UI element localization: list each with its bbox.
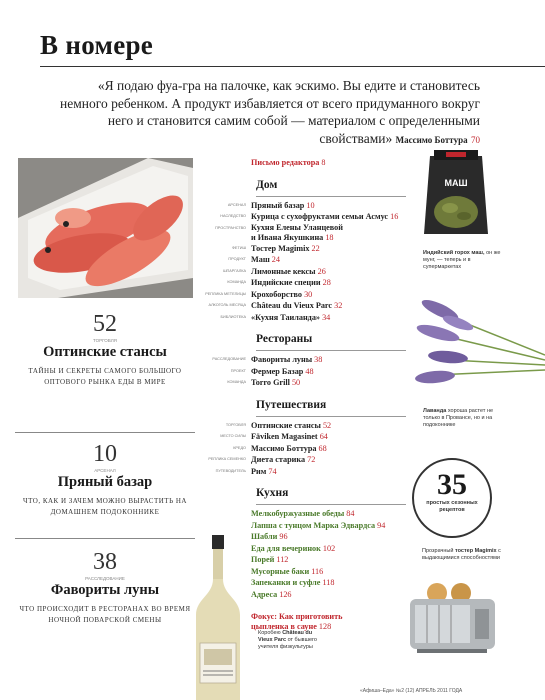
section-kitchen-title: Кухня <box>256 487 289 499</box>
toc-item[interactable]: НАСЛЕДСТВО Курица с сухофруктами семьи Асмус 16 <box>220 212 399 221</box>
title-rule <box>40 66 545 67</box>
toc-item[interactable]: БИБЛИОТЕКА «Кухня Таиланда» 34 <box>220 312 331 322</box>
toc-item[interactable]: РЕПЛИКА СЕМЕНКО Диета старика 72 <box>208 455 316 464</box>
lavender-photo <box>410 285 545 395</box>
badge-text: простых сезонных рецептов <box>426 500 478 513</box>
toc-item[interactable]: Порей 112 <box>251 555 289 564</box>
pull-quote <box>60 77 480 149</box>
quote-page: 70 <box>471 134 480 145</box>
feature-category: АРСЕНАЛ <box>94 468 116 473</box>
toc-item[interactable]: Еда для вечеринок 102 <box>251 543 336 553</box>
wine-bottle-photo <box>188 535 248 700</box>
page-title: В номере <box>40 30 154 60</box>
feature-desc: ЧТО ПРОИСХОДИТ В РЕСТОРАНАХ ВО ВРЕМЯ НОЧНОЙ ПОВАРСКОЙ СМЕНЫ <box>19 605 191 624</box>
toc-item[interactable]: КОМАНДА Индийские специи 28 <box>227 278 331 287</box>
recipes-badge <box>412 458 492 538</box>
wine-caption: Коробею Château du Vieux Parc от бывшего учителя физкультуры <box>258 630 317 650</box>
toc-item[interactable]: ПРОДУКТ Маш 24 <box>228 255 280 264</box>
quote-author: Массимо Боттура <box>395 134 468 145</box>
toaster-caption: Прозрачный тостер Magimix с выдающимися способностями <box>422 548 501 561</box>
toc-item[interactable]: Запеканки и суфле 118 <box>251 578 335 587</box>
feature-desc: ЧТО, КАК И ЗАЧЕМ МОЖНО ВЫРАСТИТЬ НА ДОМАШНЕМ ПОДОКОННИКЕ <box>23 497 187 516</box>
mash-caption: Индийский горох маш, он же мунг, — теперь и в супермаркетах <box>423 250 501 270</box>
toc-item[interactable]: КРЕДО Массимо Боттура 68 <box>233 443 327 453</box>
section-restaurants-title: Рестораны <box>256 333 313 345</box>
feature-number: 52 <box>93 311 117 337</box>
toaster-photo <box>405 575 500 655</box>
feature-divider <box>15 432 195 433</box>
toc-item[interactable]: МЕСТО СИЛЫ Fäviken Magasinet 64 <box>220 432 328 441</box>
feature-2 <box>15 442 195 517</box>
section-divider <box>256 416 406 417</box>
section-divider <box>256 504 406 505</box>
badge-number: 35 <box>437 468 467 501</box>
feature-category: РАССЛЕДОВАНИЕ <box>85 576 125 581</box>
feature-desc: ТАЙНЫ И СЕКРЕТЫ САМОГО БОЛЬШОГО ОПТОВОГО РЫНКА ЕДЫ В МИРЕ <box>28 367 182 386</box>
toc-item[interactable]: Лапша с тунцом Марка Эдвардса 94 <box>251 520 386 530</box>
toc-item[interactable]: ШПАРГАЛКА Лимонные кексы 26 <box>223 266 326 276</box>
section-travel-title: Путешествия <box>256 398 327 411</box>
mash-bag-photo <box>420 150 495 245</box>
toc-item[interactable]: РАССЛЕДОВАНИЕ Фавориты луны 38 <box>212 355 323 364</box>
toc-item[interactable]: ПУТЕВОДИТЕЛЬ Рим 74 <box>215 466 277 476</box>
toc-item[interactable]: Мелкобуржуазные обеды 84 <box>251 509 355 518</box>
toc-item[interactable]: КОМАНДА Torro Grill 50 <box>227 378 301 387</box>
feature-title: Фавориты луны <box>50 582 160 598</box>
page-footer: «Афиша–Еда» №2 (12) АПРЕЛЬ 2011 ГОДА <box>360 688 463 694</box>
lavender-caption: Лаванда хороша растет не только в Провансе, но и на подоконнике <box>423 408 494 428</box>
toc-focus[interactable]: цыпленка в сауне 128 <box>251 622 332 631</box>
bag-label: МАШ <box>444 178 468 188</box>
toc-item[interactable]: и Ивана Якушкина 18 <box>251 232 334 242</box>
feature-number: 10 <box>93 441 117 467</box>
toc-editor-letter[interactable]: Письмо редактора 8 <box>251 158 326 167</box>
section-home-title: Дом <box>256 178 278 191</box>
quote-text: «Я подаю фуа-гра на палочке, как эскимо. Вы едите и становитесь немного ребенком. А продукт избавляется от всего придуманного вокруг него и становится самим собой — материалом с определенными свойствами» <box>60 78 480 146</box>
toc-item[interactable]: АРСЕНАЛ Пряный базар 10 <box>227 200 315 210</box>
toc-item[interactable]: ПРОЕКТ Фермер Базар 48 <box>230 366 314 376</box>
feature-3 <box>15 550 195 625</box>
fish-photo <box>18 158 193 298</box>
section-divider <box>256 350 406 351</box>
toc-item[interactable]: ФЕТИШ Тостер Magimix 22 <box>232 243 320 253</box>
feature-title: Оптинские стансы <box>43 344 167 360</box>
section-divider <box>256 196 406 197</box>
feature-category: ТОРГОВЛЯ <box>93 338 117 343</box>
toc-item[interactable]: АЛКОГОЛЬ МЕСЯЦА Château du Vieux Parc 32 <box>208 301 343 310</box>
feature-title: Пряный базар <box>57 474 153 490</box>
toc-item[interactable]: Шабли 96 <box>251 532 288 541</box>
feature-1 <box>15 312 195 387</box>
toc-item[interactable]: ТОРГОВЛЯ Оптинские стансы 52 <box>225 420 332 430</box>
toc-item[interactable]: РЕПЛИКА МЕТЕЛИЦЫ Крохоборство 30 <box>205 289 313 299</box>
toc-focus[interactable]: Фокус: Как приготовить <box>251 612 343 621</box>
feature-divider <box>15 538 195 539</box>
toc-item[interactable]: ПРОСТРАНСТВО Кухня Елены Уланцевой <box>215 222 343 232</box>
feature-number: 38 <box>93 549 117 575</box>
toc-item[interactable]: Адреса 126 <box>251 589 292 599</box>
toc-item[interactable]: Мусорные баки 116 <box>251 566 324 576</box>
